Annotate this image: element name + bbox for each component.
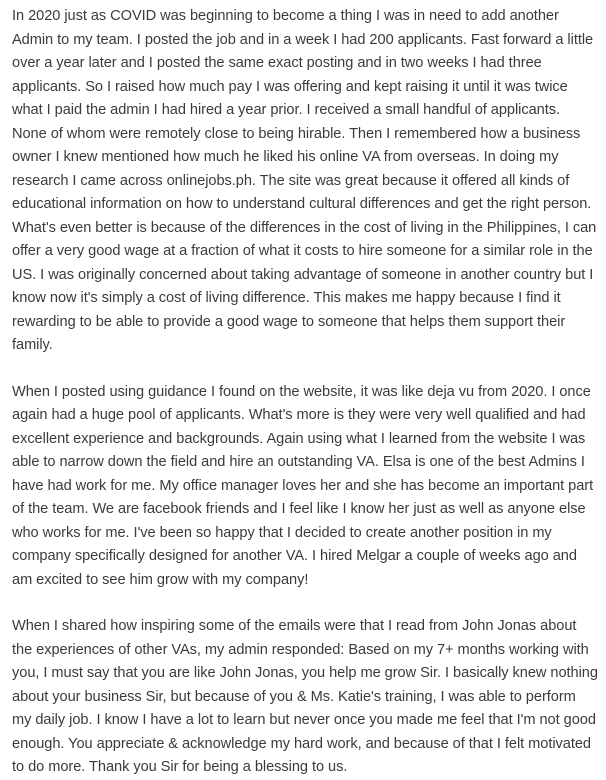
- paragraph-admin-response: When I shared how inspiring some of the emails were that I read from John Jonas about the experiences of other VAs, my admin responded: Based on my 7+ months working with you, I must say that you are like John Jonas, you help me grow Sir. I basically knew nothing about your business Sir, but because of you & Ms. Katie's training, I was able to perform my daily job. I know I have a lot to learn but never once you made me feel that I'm not good enough. You appreciate & acknowledge my hard work, and because of that I felt motivated to do more. Thank you Sir for being a blessing to us.: [12, 618, 598, 775]
- paragraph-hiring-success: When I posted using guidance I found on the website, it was like deja vu from 2020. I once again had a huge pool of applicants. What's more is they were very well qualified and had excellent experience and backgrounds. Again using what I learned from the website I was able to narrow down the field and hire an outstanding VA. Elsa is one of the best Admins I have had work for me. My office manager loves her and she has become an important part of the team. We are facebook friends and I feel like I know her just as well as anyone else who works for me. I've been so happy that I decided to create another position in my company specifically designed for another VA. I hired Melgar a couple of weeks ago and am excited to see him grow with my company!: [12, 383, 594, 588]
- paragraph-hiring-struggle: In 2020 just as COVID was beginning to become a thing I was in need to add another Admin to my team. I posted the job and in a week I had 200 applicants. Fast forward a little over a year later and I posted the same exact posting and in two weeks I had three applicants. So I raised how much pay I was offering and kept raising it until it was twice what I paid the admin I had hired a year prior. I received a small handful of applicants. None of whom were remotely close to being hirable. Then I remembered how a business owner I knew mentioned how much he liked his online VA from overseas. In doing my research I came across onlinejobs.ph. The site was great because it offered all kinds of educational information on how to understand cultural differences and get the right person. What's even better is because of the differences in the cost of living in the Philippines, I can offer a very good wage at a fraction of what it costs to hire someone for a similar role in the US. I was originally concerned about taking advantage of someone in another country but I know now it's simply a cost of living difference. This makes me happy because I find it rewarding to be able to provide a good wage to someone that helps them support their family.: [12, 8, 597, 353]
